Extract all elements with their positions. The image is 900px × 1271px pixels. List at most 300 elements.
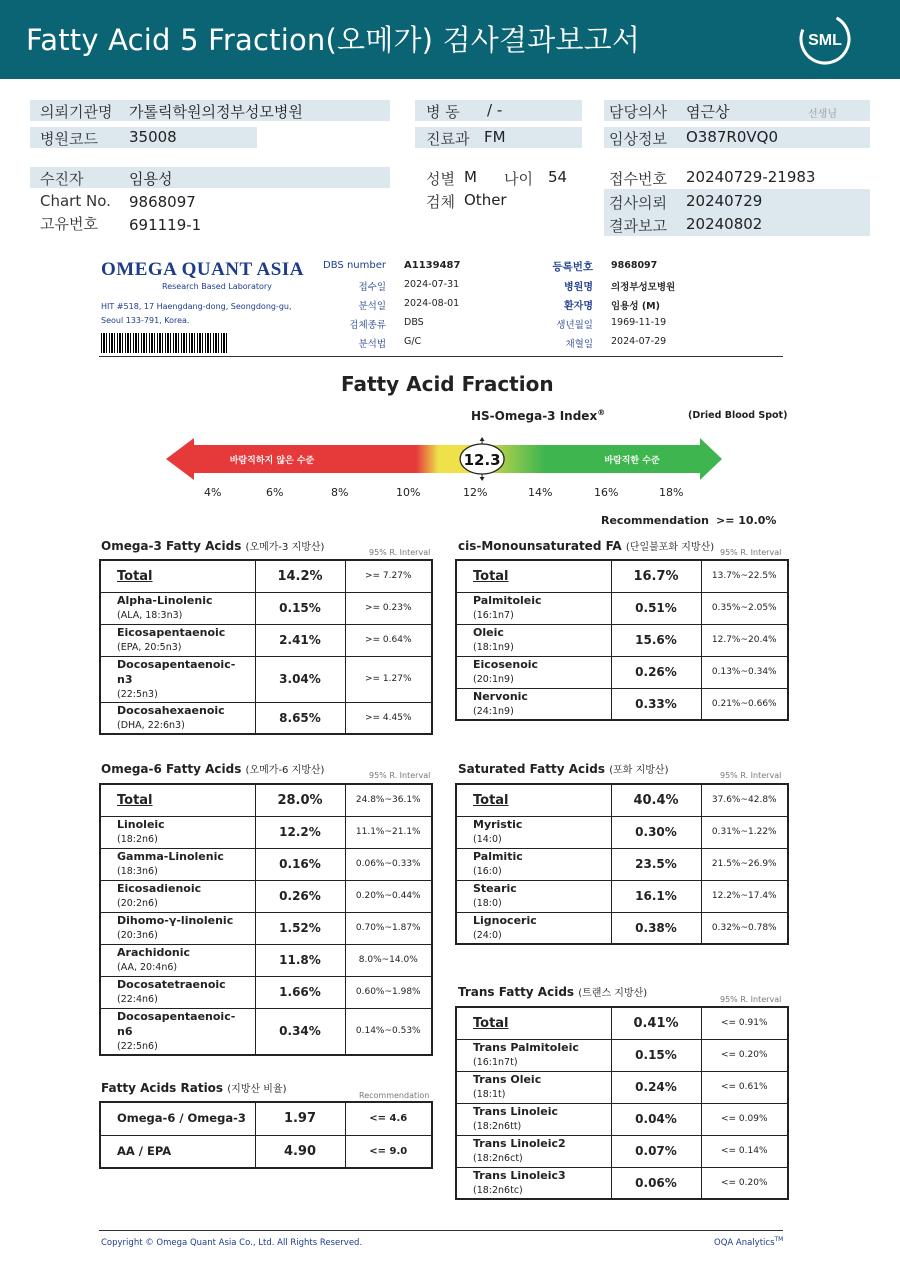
- table-row: [456, 848, 788, 880]
- acid-notation: (22:4n6): [117, 994, 158, 1005]
- result-value: 0.15%: [611, 1039, 701, 1071]
- dbs-number-label: DBS number: [323, 260, 386, 271]
- reception-value: 20240729-21983: [686, 168, 816, 186]
- acid-name: Arachidonic: [117, 946, 191, 959]
- dbs-number-value: A1139487: [404, 260, 461, 271]
- table-row: [100, 880, 432, 912]
- result-value: 0.04%: [611, 1103, 701, 1135]
- result-value: 0.34%: [255, 1008, 345, 1055]
- reference-range: 0.60%~1.98%: [345, 976, 432, 1008]
- acid-notation: (18:2n6): [117, 834, 158, 845]
- reference-range: >= 7.27%: [345, 560, 432, 592]
- acid-name: Oleic: [473, 626, 504, 639]
- ratios-title: [101, 1080, 287, 1095]
- table-row: [100, 560, 432, 592]
- result-value: 8.65%: [255, 702, 345, 734]
- acid-notation: (20:1n9): [473, 674, 514, 685]
- analysis-date-label: 분석일: [358, 301, 386, 312]
- patient-name-label: 환자명: [564, 301, 593, 312]
- acid-name: Eicosapentaenoic: [117, 626, 226, 639]
- acid-notation: (18:1t): [473, 1089, 506, 1100]
- result-value: 12.2%: [255, 816, 345, 848]
- mono-title: [458, 538, 714, 553]
- acid-notation: (20:3n6): [117, 930, 158, 941]
- row-name-cell: [456, 784, 611, 816]
- row-name-cell: [100, 976, 255, 1008]
- row-name-cell: [100, 560, 255, 592]
- acid-name: Eicosadienoic: [117, 882, 202, 895]
- reference-range: 0.14%~0.53%: [345, 1008, 432, 1055]
- sex-label: 성별: [426, 170, 455, 188]
- tick-10: 10%: [396, 486, 421, 499]
- table-row: [100, 1102, 432, 1135]
- clinical-value: O387R0VQ0: [686, 128, 779, 146]
- reference-range: 0.20%~0.44%: [345, 880, 432, 912]
- row-name-cell: [456, 1007, 611, 1039]
- acid-name: Alpha-Linolenic: [117, 594, 213, 607]
- reference-range: 0.35%~2.05%: [701, 592, 788, 624]
- patient-name-value: 임용성 (M): [611, 301, 660, 312]
- result-value: 0.07%: [611, 1135, 701, 1167]
- report-title: Fatty Acid 5 Fraction(오메가) 검사결과보고서: [26, 23, 641, 57]
- table-row: [456, 656, 788, 688]
- acid-name: Linoleic: [117, 818, 165, 831]
- row-name-cell: [456, 1103, 611, 1135]
- footer-brand-text: OQA Analytics: [714, 1237, 775, 1248]
- tick-4: 4%: [204, 486, 222, 499]
- specimen-type-value: DBS: [404, 317, 424, 328]
- table-row: [456, 1039, 788, 1071]
- acid-name: Stearic: [473, 882, 517, 895]
- trans-table-wrap: [455, 1006, 789, 1200]
- acid-name: Trans Oleic: [473, 1073, 542, 1086]
- row-name-cell: [456, 1167, 611, 1199]
- ratios-table: [99, 1101, 433, 1169]
- row-name-cell: [456, 816, 611, 848]
- reference-range: 37.6%~42.8%: [701, 784, 788, 816]
- table-row: [456, 1071, 788, 1103]
- draw-date-label: 채혈일: [565, 339, 593, 350]
- draw-date-value: 2024-07-29: [611, 336, 667, 347]
- reference-range: >= 1.27%: [345, 656, 432, 702]
- lab-address-1: HIT #518, 17 Haengdang-dong, Seongdong-gu,: [101, 302, 292, 311]
- acid-notation: (16:1n7): [473, 610, 514, 621]
- clinical-label: 임상정보: [609, 130, 667, 148]
- table-row: [100, 784, 432, 816]
- result-value: 16.7%: [611, 560, 701, 592]
- age-label: 나이: [504, 170, 533, 188]
- reference-range: <= 0.91%: [701, 1007, 788, 1039]
- row-name-cell: [456, 912, 611, 944]
- doctor-suffix: 선생님: [808, 109, 837, 120]
- table-row: [100, 702, 432, 734]
- saturated-ri-label: 95% R. Interval: [720, 771, 782, 780]
- trans-title-text: Trans Fatty Acids: [458, 985, 575, 999]
- table-row: [100, 656, 432, 702]
- omega-quant-logo: OMEGA QUANT ASIA: [101, 259, 304, 280]
- table-row: [456, 1167, 788, 1199]
- reference-range: >= 4.45%: [345, 702, 432, 734]
- reference-range: <= 0.09%: [701, 1103, 788, 1135]
- reference-range: 0.32%~0.78%: [701, 912, 788, 944]
- acid-name: AA / EPA: [117, 1143, 172, 1158]
- row-name-cell: [100, 912, 255, 944]
- table-row: [456, 1007, 788, 1039]
- omega6-title-text: Omega-6 Fatty Acids: [101, 762, 242, 776]
- acid-notation: (14:0): [473, 834, 502, 845]
- reference-range: 8.0%~14.0%: [345, 944, 432, 976]
- acid-notation: (18:3n6): [117, 866, 158, 877]
- acid-notation: (ALA, 18:3n3): [117, 610, 183, 621]
- age-value: 54: [548, 168, 568, 186]
- row-name-cell: [100, 592, 255, 624]
- acid-name: Nervonic: [473, 689, 528, 703]
- table-row: [456, 784, 788, 816]
- birth-date-value: 1969-11-19: [611, 317, 667, 328]
- table-row: [100, 816, 432, 848]
- result-value: 1.52%: [255, 912, 345, 944]
- result-value: 0.15%: [255, 592, 345, 624]
- table-row: [100, 592, 432, 624]
- reference-range: <= 0.14%: [701, 1135, 788, 1167]
- reference-range: 13.7%~22.5%: [701, 560, 788, 592]
- row-name-cell: [100, 1008, 255, 1055]
- acid-name: Trans Linoleic: [473, 1105, 559, 1118]
- table-row: [100, 976, 432, 1008]
- result-value: 14.2%: [255, 560, 345, 592]
- omega3-ri-label: 95% R. Interval: [369, 548, 431, 557]
- acid-name: Total: [117, 792, 153, 808]
- institution-label: 의뢰기관명: [40, 103, 113, 121]
- index-subtitle-text: HS-Omega-3 Index: [471, 409, 598, 423]
- row-name-cell: [456, 592, 611, 624]
- unique-value: 691119-1: [129, 216, 202, 234]
- row-name-cell: [456, 1135, 611, 1167]
- table-row: [456, 912, 788, 944]
- table-row: [100, 848, 432, 880]
- acid-name: Palmitoleic: [473, 594, 542, 607]
- result-value: 1.66%: [255, 976, 345, 1008]
- acid-name: Docosatetraenoic: [117, 978, 226, 991]
- hospital-code-value: 35008: [129, 128, 177, 146]
- reference-range: 0.70%~1.87%: [345, 912, 432, 944]
- acid-notation: (18:2n6ct): [473, 1153, 523, 1164]
- row-name-cell: [100, 880, 255, 912]
- reference-range: 0.21%~0.66%: [701, 688, 788, 720]
- table-row: [456, 880, 788, 912]
- reference-range: 24.8%~36.1%: [345, 784, 432, 816]
- result-value: 4.90: [255, 1135, 345, 1168]
- good-level-label: 바람직한 수준: [604, 456, 660, 466]
- table-row: [456, 688, 788, 720]
- result-value: 0.33%: [611, 688, 701, 720]
- result-value: 23.5%: [611, 848, 701, 880]
- trans-ri-label: 95% R. Interval: [720, 995, 782, 1004]
- lab-address-2: Seoul 133-791, Korea.: [101, 316, 190, 325]
- ratios-rec-label: Recommendation: [359, 1091, 430, 1100]
- row-name-cell: [100, 1102, 255, 1135]
- saturated-title-ko: (포화 지방산): [609, 765, 669, 776]
- acid-name: Docosapentaenoic-n3: [117, 657, 236, 686]
- fraction-title: Fatty Acid Fraction: [341, 372, 554, 396]
- result-value: 1.97: [255, 1102, 345, 1135]
- method-value: G/C: [404, 336, 422, 347]
- result-value: 3.04%: [255, 656, 345, 702]
- acid-name: Docosapentaenoic-n6: [117, 1009, 236, 1038]
- result-value: 15.6%: [611, 624, 701, 656]
- examinee-label: 수진자: [40, 170, 84, 188]
- tick-8: 8%: [331, 486, 349, 499]
- omega3-table: [99, 559, 433, 735]
- result-value: 0.30%: [611, 816, 701, 848]
- mono-table-wrap: [455, 559, 789, 721]
- acid-notation: (DHA, 22:6n3): [117, 719, 185, 731]
- trademark: TM: [774, 1236, 784, 1243]
- acid-name: Gamma-Linolenic: [117, 850, 224, 863]
- mono-ri-label: 95% R. Interval: [720, 548, 782, 557]
- received-date-value: 2024-07-31: [404, 279, 460, 290]
- acid-notation: (22:5n6): [117, 1040, 158, 1052]
- reference-range: <= 0.20%: [701, 1167, 788, 1199]
- row-name-cell: [100, 816, 255, 848]
- omega6-ri-label: 95% R. Interval: [369, 771, 431, 780]
- row-name-cell: [456, 560, 611, 592]
- footer-brand: [714, 1236, 783, 1248]
- omega3-title-ko: (오메가-3 지방산): [245, 542, 325, 553]
- recommendation-label: Recommendation: [601, 514, 709, 527]
- footer-divider: [99, 1230, 783, 1231]
- birth-date-label: 생년월일: [556, 320, 593, 331]
- reference-range: >= 0.23%: [345, 592, 432, 624]
- index-subtitle: [471, 408, 605, 423]
- acid-name: Palmitic: [473, 850, 523, 863]
- reference-range: 11.1%~21.1%: [345, 816, 432, 848]
- mono-title-text: cis-Monounsaturated FA: [458, 539, 622, 553]
- institution-value: 가톨릭학원의정부성모병원: [129, 103, 303, 121]
- specimen-value: Other: [464, 191, 507, 209]
- ward-value: / -: [487, 101, 503, 119]
- row-name-cell: [456, 656, 611, 688]
- lab-tagline: Research Based Laboratory: [162, 282, 272, 291]
- result-value: 0.38%: [611, 912, 701, 944]
- acid-name: Total: [473, 1015, 509, 1031]
- acid-name: Eicosenoic: [473, 658, 539, 671]
- acid-notation: (EPA, 20:5n3): [117, 642, 182, 653]
- department-label: 진료과: [426, 130, 470, 148]
- acid-name: Total: [473, 568, 509, 584]
- tick-12: 12%: [463, 486, 488, 499]
- acid-notation: (18:1n9): [473, 642, 514, 653]
- acid-notation: (24:0): [473, 929, 502, 941]
- result-value: 0.16%: [255, 848, 345, 880]
- examinee-value: 임용성: [129, 170, 173, 188]
- result-value: 0.26%: [611, 656, 701, 688]
- index-value: 12.3: [463, 451, 501, 469]
- omega3-table-wrap: [99, 559, 433, 735]
- result-value: 0.51%: [611, 592, 701, 624]
- saturated-table-wrap: [455, 783, 789, 945]
- acid-name: Docosahexaenoic: [117, 703, 225, 717]
- bad-level-label: 바람직하지 않은 수준: [229, 456, 315, 466]
- acid-notation: (18:2n6tc): [473, 1184, 523, 1196]
- reception-label: 접수번호: [609, 170, 667, 188]
- table-row: [100, 944, 432, 976]
- table-row: [456, 592, 788, 624]
- result-value: 28.0%: [255, 784, 345, 816]
- sml-logo-text: SML: [808, 32, 842, 49]
- ratios-table-wrap: [99, 1101, 433, 1169]
- hospital-name-label: 병원명: [564, 282, 593, 293]
- row-name-cell: [100, 1135, 255, 1168]
- omega3-index-gauge: [160, 432, 730, 490]
- mono-table: [455, 559, 789, 721]
- row-name-cell: [100, 944, 255, 976]
- ratios-title-ko: (지방산 비율): [227, 1084, 287, 1095]
- table-row: [456, 624, 788, 656]
- registration-label: 등록번호: [552, 261, 593, 273]
- tick-18: 18%: [659, 486, 684, 499]
- acid-notation: (AA, 20:4n6): [117, 962, 178, 973]
- ratios-title-text: Fatty Acids Ratios: [101, 1081, 224, 1095]
- table-row: [456, 816, 788, 848]
- row-name-cell: [456, 1071, 611, 1103]
- tick-6: 6%: [266, 486, 284, 499]
- result-value: 2.41%: [255, 624, 345, 656]
- omega6-title: [101, 761, 324, 776]
- mono-title-ko: (단일불포화 지방산): [625, 542, 715, 553]
- row-name-cell: [100, 624, 255, 656]
- registered-mark: ®: [597, 408, 606, 417]
- reference-range: 12.2%~17.4%: [701, 880, 788, 912]
- unique-label: 고유번호: [40, 215, 98, 233]
- chart-value: 9868097: [129, 193, 196, 211]
- omega6-table-wrap: [99, 783, 433, 1056]
- acid-notation: (22:5n3): [117, 688, 158, 700]
- received-date-label: 접수일: [358, 282, 386, 293]
- result-value: 40.4%: [611, 784, 701, 816]
- acid-notation: (16:0): [473, 866, 502, 877]
- table-row: [100, 912, 432, 944]
- trans-title-ko: (트랜스 지방산): [578, 988, 648, 999]
- table-row: [456, 1103, 788, 1135]
- method-label: 분석법: [358, 339, 386, 350]
- report-date-value: 20240802: [686, 215, 763, 233]
- acid-notation: (16:1n7t): [473, 1057, 518, 1068]
- acid-name: Lignoceric: [473, 913, 537, 927]
- reference-range: >= 0.64%: [345, 624, 432, 656]
- acid-name: Omega-6 / Omega-3: [117, 1111, 246, 1126]
- acid-notation: (18:2n6tt): [473, 1121, 522, 1132]
- specimen-label: 검체: [426, 193, 455, 211]
- table-row: [100, 1008, 432, 1055]
- omega6-title-ko: (오메가-6 지방산): [245, 765, 325, 776]
- request-value: 20240729: [686, 192, 763, 210]
- reference-range: <= 9.0: [345, 1135, 432, 1168]
- specimen-type-label: 검체종류: [349, 320, 386, 331]
- result-value: 11.8%: [255, 944, 345, 976]
- result-value: 16.1%: [611, 880, 701, 912]
- saturated-title: [458, 761, 668, 776]
- acid-name: Dihomo-γ-linolenic: [117, 914, 234, 927]
- result-value: 0.41%: [611, 1007, 701, 1039]
- result-value: 0.24%: [611, 1071, 701, 1103]
- recommendation-value: >= 10.0%: [716, 514, 777, 527]
- analysis-date-value: 2024-08-01: [404, 298, 460, 309]
- row-name-cell: [456, 1039, 611, 1071]
- doctor-value: 염근상: [686, 103, 730, 121]
- chart-label: Chart No.: [40, 192, 111, 210]
- reference-range: <= 4.6: [345, 1102, 432, 1135]
- result-value: 0.26%: [255, 880, 345, 912]
- reference-range: 0.06%~0.33%: [345, 848, 432, 880]
- omega6-table: [99, 783, 433, 1056]
- tick-14: 14%: [528, 486, 553, 499]
- row-name-cell: [100, 848, 255, 880]
- table-row: [456, 560, 788, 592]
- row-name-cell: [456, 688, 611, 720]
- sex-value: M: [464, 168, 477, 186]
- tick-16: 16%: [594, 486, 619, 499]
- acid-name: Myristic: [473, 818, 523, 831]
- omega3-title: [101, 538, 324, 553]
- result-value: 0.06%: [611, 1167, 701, 1199]
- reference-range: 21.5%~26.9%: [701, 848, 788, 880]
- row-name-cell: [456, 624, 611, 656]
- saturated-title-text: Saturated Fatty Acids: [458, 762, 605, 776]
- department-value: FM: [484, 128, 506, 146]
- examinee-box: [30, 167, 390, 188]
- request-label: 검사의뢰: [609, 194, 667, 212]
- row-name-cell: [100, 702, 255, 734]
- dbs-note: (Dried Blood Spot): [688, 410, 788, 421]
- row-name-cell: [100, 784, 255, 816]
- acid-name: Trans Linoleic2: [473, 1137, 566, 1150]
- acid-notation: (20:2n6): [117, 898, 158, 909]
- row-name-cell: [100, 656, 255, 702]
- hospital-name-value: 의정부성모병원: [611, 282, 676, 293]
- trans-title: [458, 984, 647, 999]
- barcode: [101, 333, 229, 353]
- lab-divider: [99, 356, 783, 357]
- row-name-cell: [456, 848, 611, 880]
- acid-name: Trans Linoleic3: [473, 1168, 566, 1182]
- reference-range: <= 0.20%: [701, 1039, 788, 1071]
- acid-name: Trans Palmitoleic: [473, 1041, 579, 1054]
- reference-range: 0.13%~0.34%: [701, 656, 788, 688]
- hospital-code-label: 병원코드: [40, 130, 98, 148]
- reference-range: <= 0.61%: [701, 1071, 788, 1103]
- sml-logo: [798, 12, 852, 66]
- copyright: Copyright © Omega Quant Asia Co., Ltd. All Rights Reserved.: [101, 1238, 363, 1248]
- table-row: [100, 1135, 432, 1168]
- index-marker: [460, 437, 504, 481]
- acid-notation: (24:1n9): [473, 705, 514, 717]
- gauge-ticks: [196, 486, 696, 500]
- table-row: [456, 1135, 788, 1167]
- registration-value: 9868097: [611, 260, 658, 271]
- reference-range: 12.7%~20.4%: [701, 624, 788, 656]
- table-row: [100, 624, 432, 656]
- ward-label: 병 동: [426, 103, 460, 121]
- reference-range: 0.31%~1.22%: [701, 816, 788, 848]
- saturated-table: [455, 783, 789, 945]
- report-date-label: 결과보고: [609, 217, 667, 235]
- acid-name: Total: [117, 568, 153, 584]
- omega3-title-text: Omega-3 Fatty Acids: [101, 539, 242, 553]
- doctor-label: 담당의사: [609, 103, 667, 121]
- row-name-cell: [456, 880, 611, 912]
- trans-table: [455, 1006, 789, 1200]
